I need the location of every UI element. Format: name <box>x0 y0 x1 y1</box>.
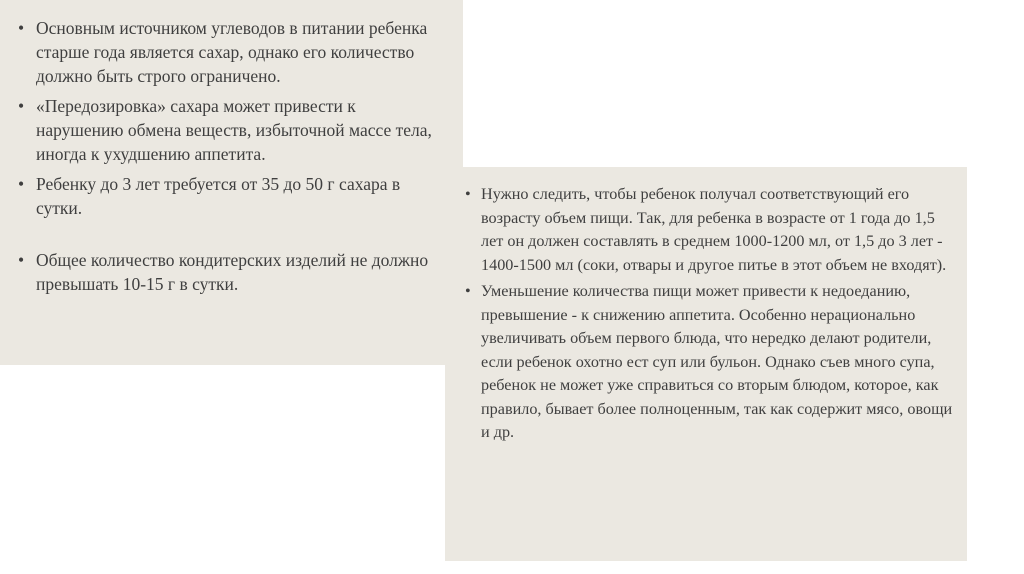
list-item-text: Нужно следить, чтобы ребенок получал соответствующий его возрасту объем пищи. Так, для ребенка в возрасте от 1 года до 1,5 лет он должен составлять в среднем 1000-1200 мл, от 1,5 до 3 лет - 1400-1500 мл (соки, отвары и другое питье в этот объем не входят). <box>481 185 947 274</box>
bullet-icon: • <box>465 185 471 203</box>
bullet-icon: • <box>18 18 25 38</box>
sugar-info-panel <box>0 0 463 365</box>
bullet-icon: • <box>18 96 25 116</box>
bullet-icon: • <box>18 174 25 194</box>
list-item-text: Основным источником углеводов в питании ребенка старше года является сахар, однако его количество должно быть строго ограничено. <box>36 18 428 86</box>
list-item <box>14 94 445 166</box>
list-item <box>14 248 445 296</box>
list-item <box>14 172 445 220</box>
bullet-icon: • <box>18 250 25 270</box>
food-volume-panel <box>445 167 967 561</box>
list-item <box>14 16 445 88</box>
list-item-text: «Передозировка» сахара может привести к нарушению обмена веществ, избыточной массе тела, иногда к ухудшению аппетита. <box>36 96 432 164</box>
list-item <box>463 280 953 445</box>
bullet-icon: • <box>465 282 471 300</box>
sugar-bullet-list <box>14 16 445 296</box>
list-item <box>463 183 953 277</box>
food-volume-bullet-list <box>463 183 953 445</box>
list-item-text: Уменьшение количества пищи может привести к недоеданию, превышение - к снижению аппетита. Особенно нерационально увеличивать объем первого блюда, что нередко делают родители, если ребенок охотно ест суп или бульон. Однако съев много супа, ребенок не может уже справиться со вторым блюдом, которое, как правило, бывает более полноценным, так как содержит мясо, овощи и др. <box>481 282 953 441</box>
list-item-text: Общее количество кондитерских изделий не должно превышать 10-15 г в сутки. <box>36 250 429 294</box>
list-item-text: Ребенку до 3 лет требуется от 35 до 50 г сахара в сутки. <box>36 174 401 218</box>
